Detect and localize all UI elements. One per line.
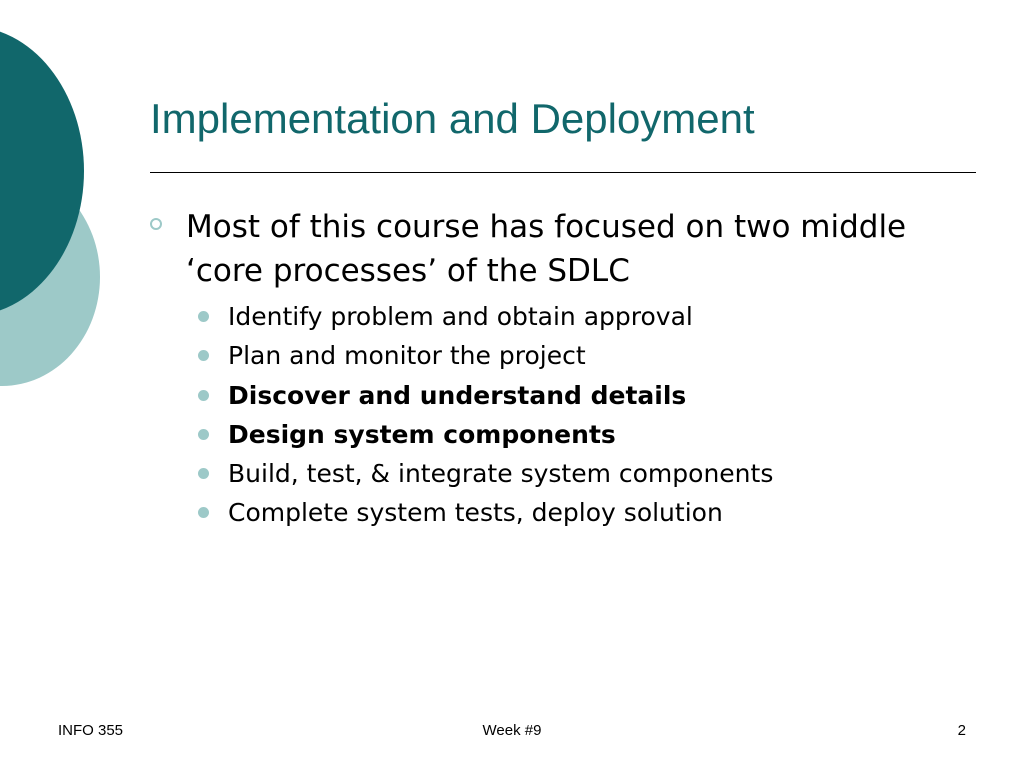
slide-footer xyxy=(0,722,1024,752)
slide-body xyxy=(150,205,990,535)
dot-bullet-icon xyxy=(198,456,228,479)
bullet-text: Most of this course has focused on two middle ‘core processes’ of the SDLC xyxy=(186,209,907,290)
bullet-text: Build, test, & integrate system components xyxy=(228,459,774,489)
footer-page-number: 2 xyxy=(957,722,966,739)
bullet-text: Plan and monitor the project xyxy=(228,341,586,371)
hollow-bullet-icon xyxy=(150,205,186,230)
dot-bullet-icon xyxy=(198,417,228,440)
bullet-text: Identify problem and obtain approval xyxy=(228,302,693,332)
bullet-text: Discover and understand details xyxy=(228,380,687,410)
bullet-level2 xyxy=(150,378,990,414)
footer-course-code: INFO 355 xyxy=(58,722,124,739)
bullet-level2 xyxy=(150,417,990,453)
bullet-text: Design system components xyxy=(228,419,616,449)
dot-bullet-icon xyxy=(198,495,228,518)
sub-bullet-list xyxy=(150,299,990,532)
footer-week: Week #9 xyxy=(482,722,542,739)
dot-bullet-icon xyxy=(198,338,228,361)
dot-bullet-icon xyxy=(198,378,228,401)
dot-bullet-icon xyxy=(198,299,228,322)
bullet-level2 xyxy=(150,299,990,335)
title-divider xyxy=(150,172,976,173)
slide-title: Implementation and Deployment xyxy=(150,95,755,142)
bullet-level1 xyxy=(150,205,990,293)
bullet-level2 xyxy=(150,338,990,374)
bullet-text: Complete system tests, deploy solution xyxy=(228,498,723,528)
bullet-level2 xyxy=(150,495,990,531)
bullet-level2 xyxy=(150,456,990,492)
